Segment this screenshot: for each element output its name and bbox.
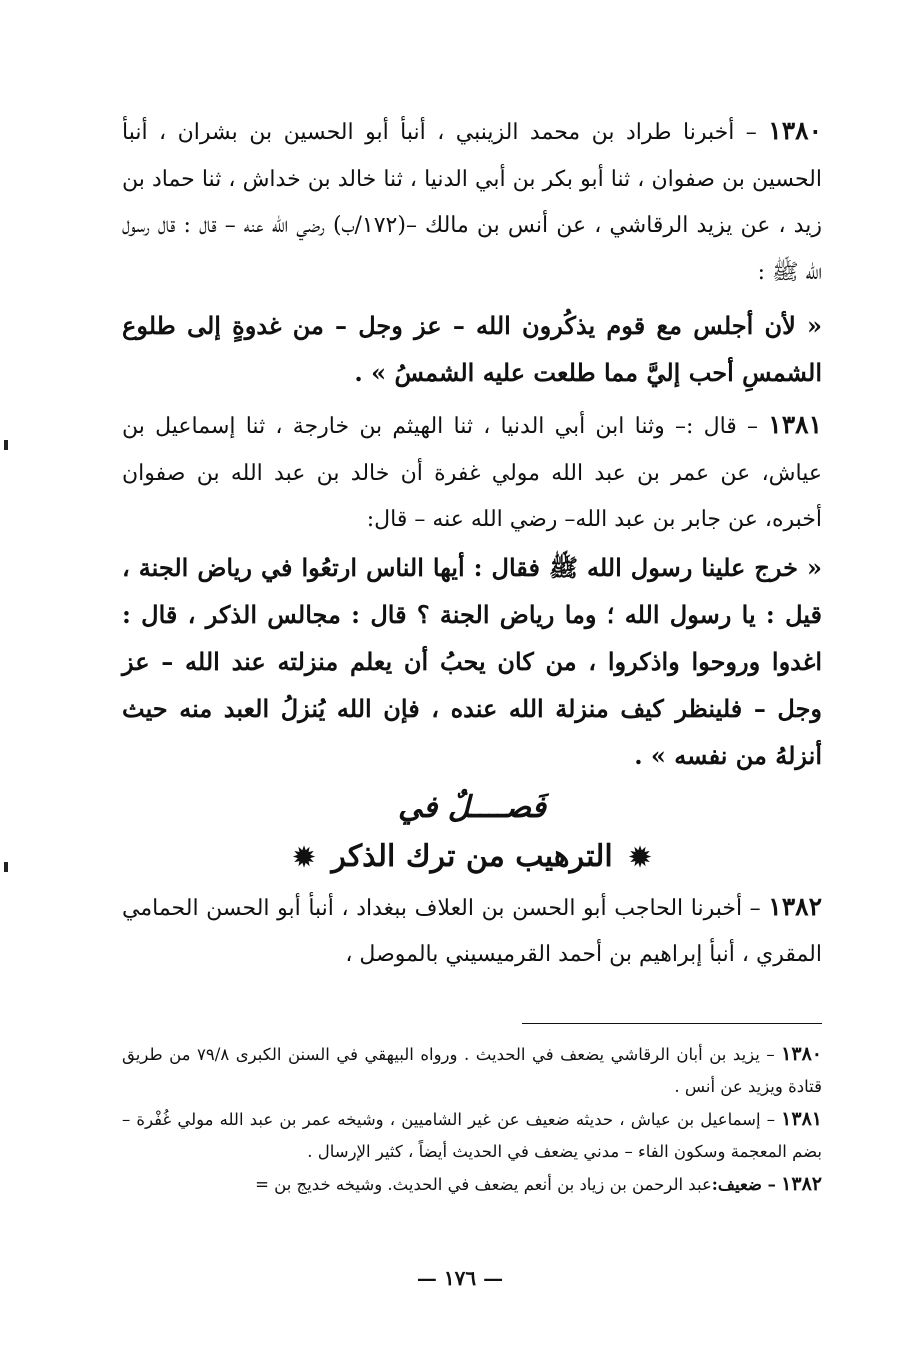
footnote-grade: – ضعيف:: [711, 1174, 776, 1194]
footnote-1380: [122, 1038, 822, 1103]
footnote-text: عبد الرحمن بن زياد بن أنعم يضعف في الحديث. وشيخه خديج بن =: [255, 1174, 712, 1194]
section-title-line: [122, 831, 822, 884]
hadith-text: « خرج علينا رسول الله ﷺ فقال : أيها الناس ارتعُوا في رياض الجنة ، قيل : يا رسول الله ؛ وما رياض الجنة ؟ قال : مجالس الذكر ، قال : اغدوا وروحوا واذكروا ، من كان يحبُ أن يعلم منزلته عند الله – عز وجل – فلينظر كيف منزلة الله عنده ، فإن الله يُنزلُ العبد منه حيث أنزلهُ من نفسه » .: [122, 552, 822, 770]
footnote-number: ١٣٨٠: [781, 1042, 822, 1065]
hadith-chain: – قال :– وثنا ابن أبي الدنيا ، ثنا الهيثم بن خارجة ، ثنا إسماعيل بن عياش، عن عمر بن عبد الله مولي غفرة أن خالد بن عبد الله بن صفوان أخبره، عن جابر بن عبد الله– رضي الله عنه – قال:: [122, 414, 822, 532]
footnote-1381: [122, 1103, 822, 1168]
hadith-1381: [122, 402, 822, 544]
footnote-text: – يزيد بن أبان الرقاشي يضعف في الحديث . ورواه البيهقي في السنن الكبرى ٧٩/٨ من طريق قتادة ويزيد عن أنس .: [122, 1044, 822, 1096]
hadith-number: ١٣٨١: [768, 410, 822, 439]
hadith-1382: [122, 884, 822, 979]
hadith-1380: [122, 108, 822, 296]
star-ornament-icon: ✹: [629, 842, 651, 873]
hadith-chain: – أخبرنا الحاجب أبو الحسن بن العلاف ببغداد ، أنبأ أبو الحسن الحمامي المقري ، أنبأ إبراهيم بن أحمد القرميسيني بالموصل ،: [122, 895, 822, 967]
hadith-text: « لأن أجلس مع قوم يذكُرون الله – عز وجل – من غدوةٍ إلى طلوع الشمسِ أحب إليَّ مما طلعت عليه الشمسُ » .: [122, 311, 822, 387]
footnote-number: ١٣٨١: [781, 1107, 822, 1130]
section-kicker: فَصــــلٌ في: [397, 789, 547, 825]
page-number: — ١٧٦ —: [416, 1266, 504, 1290]
star-ornament-icon: ✹: [293, 842, 315, 873]
book-page: [122, 108, 822, 1348]
margin-mark: [4, 440, 8, 450]
footnote-number: ١٣٨٢: [781, 1172, 822, 1195]
hadith-number: ١٣٨٠: [768, 116, 823, 145]
section-heading: [122, 785, 822, 884]
section-title: الترهيب من ترك الذكر: [331, 838, 613, 874]
footnote-text: – إسماعيل بن عياش ، حديثه ضعيف عن غير الشاميين ، وشيخه عمر بن عبد الله مولي غُفْرة – بضم المعجمة وسكون الفاء – مدني يضعف في الحديث أيضاً ، كثير الإرسال .: [122, 1109, 822, 1161]
hadith-number: ١٣٨٢: [768, 891, 823, 921]
footnote-1382: [122, 1168, 822, 1201]
margin-mark: [4, 862, 8, 872]
hadith-chain: – أخبرنا طراد بن محمد الزينبي ، أنبأ أبو الحسين بن بشران ، أنبأ الحسين بن صفوان ، ثنا أبو بكر بن أبي الدنيا ، ثنا خالد بن خداش ، ثنا حماد بن زيد ، عن يزيد الرقاشي ، عن أنس بن مالك –(١٧٢/ب) رضي الله عنه – قال : قال رسول الله ﷺ :: [122, 120, 822, 285]
footnote-divider: [522, 1023, 822, 1024]
